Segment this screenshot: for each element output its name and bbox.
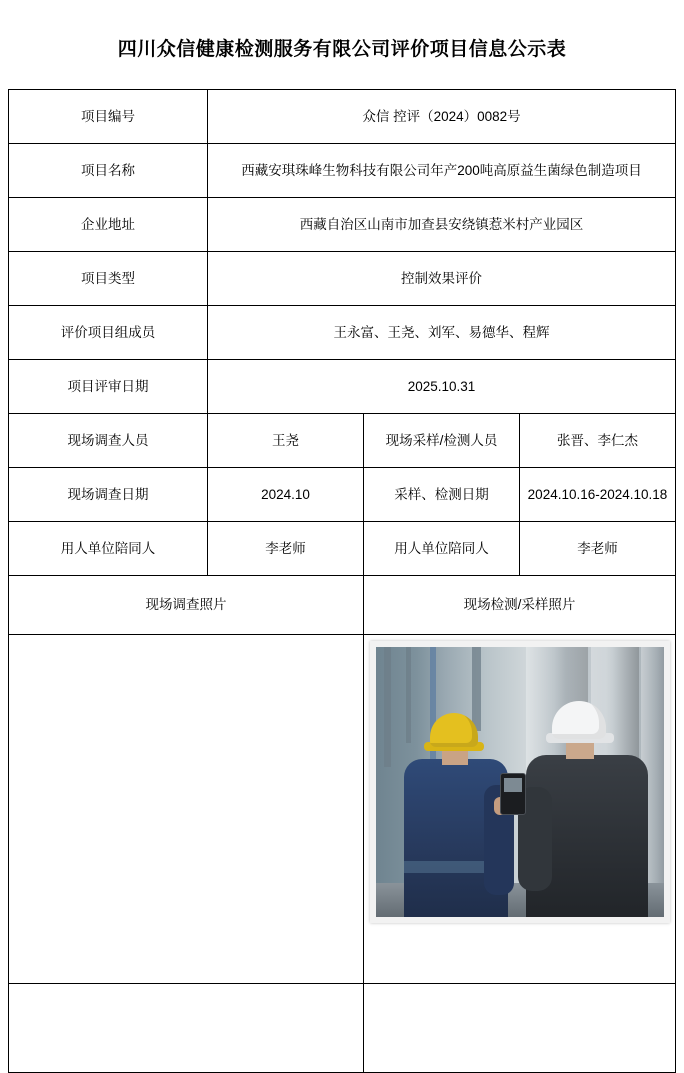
table-row [9,252,676,306]
table-row [9,522,676,576]
pipe-icon [384,647,391,767]
row-value: 西藏自治区山南市加查县安绕镇惹米村产业园区 [208,198,676,252]
row-value: 控制效果评价 [208,252,676,306]
table-row [9,198,676,252]
photo-wrapper [368,635,671,983]
row-value: 王永富、王尧、刘军、易德华、程辉 [208,306,676,360]
pipe-icon [406,647,411,743]
photo-frame [370,641,670,923]
row-label: 项目名称 [9,144,208,198]
photo-cell-survey [9,635,364,984]
row-label: 项目评审日期 [9,360,208,414]
row-label-secondary: 用人单位陪同人 [364,522,520,576]
row-label: 企业地址 [9,198,208,252]
row-label: 项目编号 [9,90,208,144]
detector-device-icon [500,773,526,815]
row-label: 项目类型 [9,252,208,306]
table-row [9,90,676,144]
row-value: 众信 控评（2024）0082号 [208,90,676,144]
row-value: 2024.10 [208,468,364,522]
row-value-secondary: 2024.10.16-2024.10.18 [520,468,676,522]
table-row [9,144,676,198]
row-value-secondary: 张晋、李仁杰 [520,414,676,468]
photo-header-row [9,576,676,635]
table-row [9,306,676,360]
row-value: 李老师 [208,522,364,576]
photo-row-continuation [9,984,676,1073]
row-label-secondary: 采样、检测日期 [364,468,520,522]
row-label: 用人单位陪同人 [9,522,208,576]
photo-cell-detection-bottom [364,984,676,1073]
table-row [9,414,676,468]
row-value: 西藏安琪珠峰生物科技有限公司年产200吨高原益生菌绿色制造项目 [208,144,676,198]
photo-cell-detection [364,635,676,984]
photo-header-right: 现场检测/采样照片 [364,576,676,635]
row-label: 现场调查人员 [9,414,208,468]
row-value: 2025.10.31 [208,360,676,414]
photo-cell-survey-bottom [9,984,364,1073]
worker-right-neck [566,741,594,759]
page-title: 四川众信健康检测服务有限公司评价项目信息公示表 [117,39,567,60]
row-label: 现场调查日期 [9,468,208,522]
site-detection-photo [376,647,664,917]
pipe-icon [472,647,481,731]
worker-left-neck [442,749,468,765]
row-value-secondary: 李老师 [520,522,676,576]
photo-row [9,635,676,984]
project-info-table [8,89,676,1073]
photo-header-left: 现场调查照片 [9,576,364,635]
row-label-secondary: 现场采样/检测人员 [364,414,520,468]
row-value: 王尧 [208,414,364,468]
table-row [9,468,676,522]
table-row [9,360,676,414]
row-label: 评价项目组成员 [9,306,208,360]
